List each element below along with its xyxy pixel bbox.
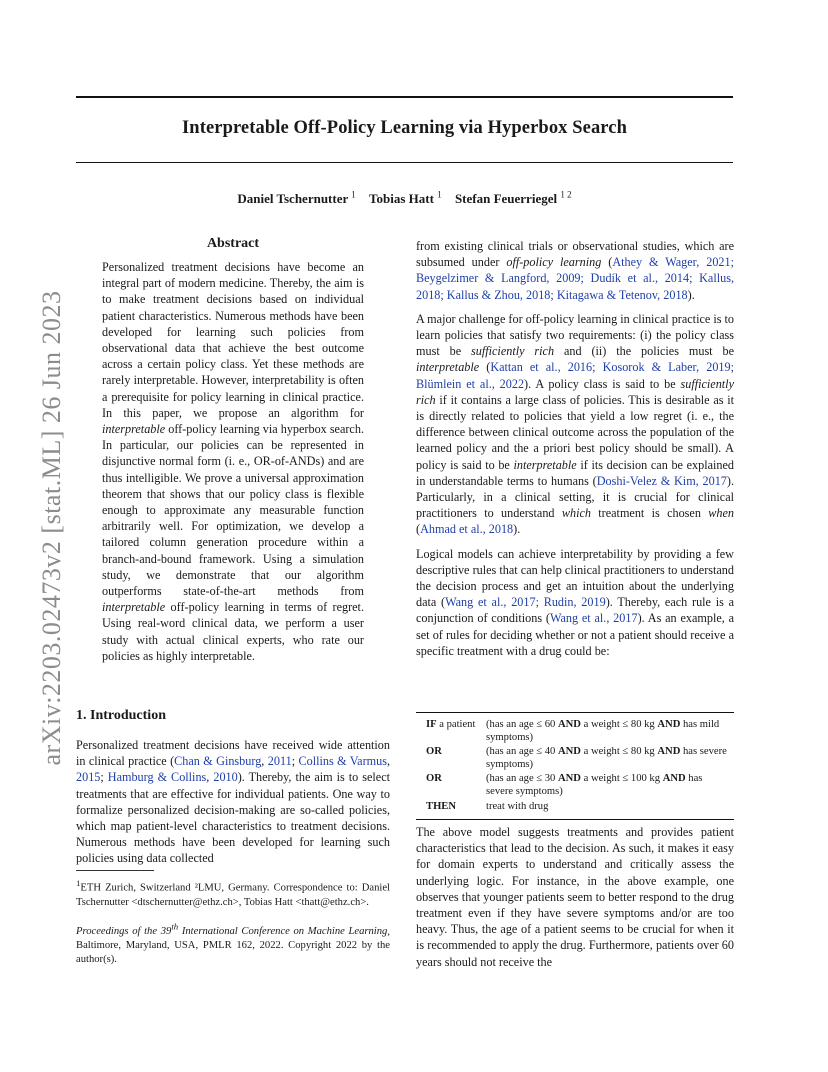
abstract-heading: Abstract xyxy=(206,236,260,251)
rule-keyword: IF a patient xyxy=(426,719,476,730)
rule-set-table xyxy=(416,712,734,820)
rule-keyword: OR xyxy=(426,773,442,785)
abstract-body: Personalized treatment decisions have become an integral part of modern medicine. Thereby, the aim is to make treatment decisions based on individual patient characteristics. Numerous methods have been developed for learning such policies from observational data that achieve the best outcome across a certain policy class. Yet these methods are rarely interpretable. However, interpretability is often a prerequisite for policy learning in clinical practice. In this paper, we propose an algorithm for interpretable off-policy learning via hyperbox search. In particular, our policies can be represented in disjunctive normal form (i. e., OR-of-ANDs) and are thus intelligible. We prove a universal approximation theorem that shows that our policy class is flexible enough to approximate any measurable function arbitrarily well. For optimization, we develop a tailored column generation procedure within a branch-and-bound framework. Using a simulation study, we demonstrate that our algorithm outperforms state-of-the-art methods from interpretable off-policy learning in terms of regret. Using real-word clinical data, we perform a user study with actual clinical experts, who rate our policies as highly interpretable. xyxy=(102,260,364,663)
right-column-continued xyxy=(416,824,734,978)
footnote-rule xyxy=(76,870,154,871)
rule-condition: (has an age ≤ 60 AND a weight ≤ 80 kg AND has mild symptoms) xyxy=(486,719,720,743)
citation-link[interactable]: Collins & Varmus xyxy=(298,754,387,769)
author: Stefan Feuerriegel $^{1 2}$ xyxy=(454,190,572,207)
rule-keyword: OR xyxy=(426,746,442,758)
introduction-paragraph: Personalized treatment decisions have received wide attention in clinical practice (Chan & Ginsburg, 2011; Collins & Varmus, 2015; Hamburg & Collins, 2010). Thereby, the aim is to select treatments that are effective for individual patients. One way to formalize personalized decision-making are so-called policies, which map patient-level characteristics to treatment decisions. Numerous methods have been developed for learning such policies using data collected xyxy=(76,738,391,866)
citation-link[interactable]: 2010 xyxy=(213,770,238,785)
rule-condition: treat with drug xyxy=(486,800,549,812)
citation-link[interactable]: Hamburg & Collins xyxy=(107,770,207,785)
citation-link[interactable]: Wang et al., 2017; Rudin, 2019 xyxy=(445,595,606,610)
title-rule-bottom xyxy=(76,162,733,163)
author: Tobias Hatt $^1$ xyxy=(369,190,442,207)
citation-link[interactable]: 2011 xyxy=(267,754,292,769)
paragraph: A major challenge for off-policy learning in clinical practice is to learn policies that satisfy two requirements: (i) the policy class must be sufficiently rich and (ii) the policies must be interpretable (Kattan et al., 2016; Kosorok & Laber, 2019; Blümlein et al., 2022). A policy class is said to be sufficiently rich if it contains a large class of policies. This is desirable as it is directly related to policies that yield a low regret (i. e., the difference between clinical outcome across the population of the learned policy and the a priori best policy should be small). A policy is said to be interpretable if its decision can be explained in understandable terms to humans (Doshi-Velez & Kim, 2017). Particularly, in a clinical setting, it is crucial for clinical practitioners to understand which treatment is chosen when (Ahmad et al., 2018). xyxy=(416,311,734,537)
footnote xyxy=(76,876,390,977)
rule-condition: (has an age ≤ 40 AND a weight ≤ 80 kg AND has severe symptoms) xyxy=(486,746,727,770)
rule-keyword: THEN xyxy=(426,800,457,812)
citation-link[interactable]: Ahmad et al., 2018 xyxy=(420,522,514,537)
rule-condition: (has an age ≤ 30 AND a weight ≤ 100 kg AND has severe symptoms) xyxy=(486,773,703,797)
citation-link[interactable]: Wang et al., 2017 xyxy=(549,611,638,626)
right-column-text xyxy=(416,238,734,667)
citation-link[interactable]: 2015 xyxy=(76,770,101,785)
citation-link[interactable]: Chan & Ginsburg xyxy=(174,754,262,769)
paragraph: The above model suggests treatments and provides patient characteristics that lead to the decision. As such, it makes it easy for domain experts to understand and critically assess the underlying logic. For instance, in the above example, one observes that younger patients seem to better respond to the drug treatment even if they have severe symptoms and/or are too heavy. Thus, the age of a patient seems to be crucial for when it is recommended to apply the drug. Furthermore, patients over 60 years should not receive the xyxy=(416,825,734,969)
arxiv-side-stamp: arXiv:2203.02473v2 [stat.ML] 26 Jun 2023 xyxy=(37,290,66,766)
rule-row xyxy=(416,746,734,771)
paper-title: Interpretable Off-Policy Learning via Hyperbox Search xyxy=(182,118,627,138)
proceedings-note: Proceedings of the 39th International Conference on Machine Learning, Baltimore, Maryland, USA, PMLR 162, 2022. Copyright 2022 by the author(s). xyxy=(76,921,390,966)
paragraph: Logical models can achieve interpretability by providing a few descriptive rules that can help clinical practitioners to understand the decision process and get an intuition about the underlying data (Wang et al., 2017; Rudin, 2019). Thereby, each rule is a conjunction of conditions (Wang et al., 2017). As an example, a set of rules for deciding whether or not a patient should receive a specific treatment with a drug could be: xyxy=(416,546,735,658)
rule-row xyxy=(416,773,734,798)
paragraph: from existing clinical trials or observational studies, which are subsumed under off-policy learning (Athey & Wager, 2021; Beygelzimer & Langford, 2009; Dudík et al., 2014; Kallus, 2018; Kallus & Zhou, 2018; Kitagawa & Tetenov, 2018). xyxy=(416,239,734,302)
citation-link[interactable]: Kattan et al., 2016; Kosorok & Laber, 2019; Blümlein et al., 2022 xyxy=(416,360,734,391)
title-rule-top xyxy=(76,96,733,98)
citation-link[interactable]: Athey & Wager, 2021; Beygelzimer & Langford, 2009; Dudík et al., 2014; Kallus, 2018; Kallus & Zhou, 2018; Kitagawa & Tetenov, 2018 xyxy=(416,255,734,302)
section-heading-introduction: 1. Introduction xyxy=(76,708,166,723)
author: Daniel Tschernutter $^1$ xyxy=(237,190,356,207)
rule-row xyxy=(416,801,734,814)
affiliation-note: $^1$ETH Zurich, Switzerland ²LMU, Germany. Correspondence to: Daniel Tschernutter <dtschernutter@ethz.ch>, Tobias Hatt <thatt@ethz.ch>. xyxy=(76,878,390,908)
rule-row xyxy=(416,719,734,744)
citation-link[interactable]: Doshi-Velez & Kim, 2017 xyxy=(596,473,727,488)
author-list xyxy=(76,190,733,207)
